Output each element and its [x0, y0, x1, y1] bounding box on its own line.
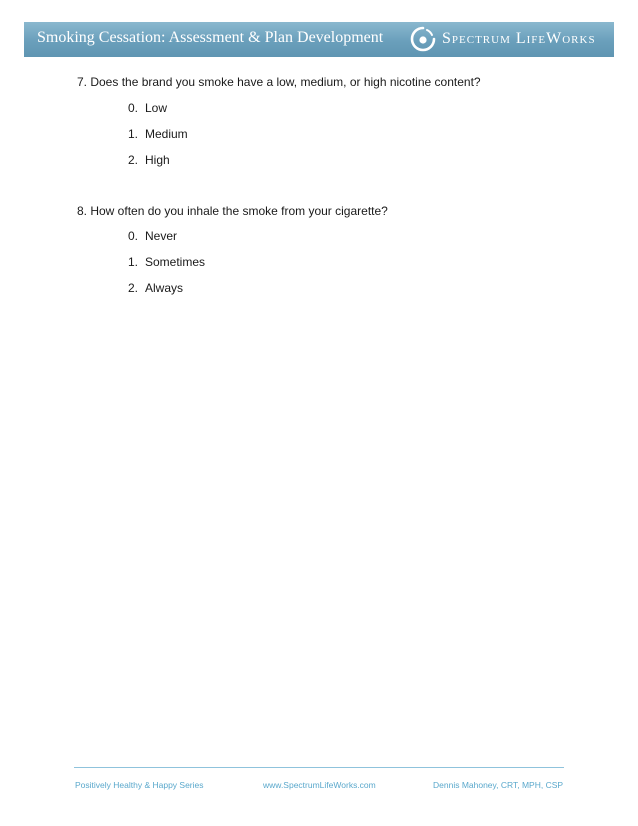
option-number: 1.: [128, 127, 139, 141]
option-number: 0.: [128, 101, 139, 115]
question-7-option-0: [128, 101, 167, 115]
spectrum-lifeworks-logo: [410, 24, 596, 54]
document-title: Smoking Cessation: Assessment & Plan Development: [37, 29, 384, 46]
question-8: 8. How often do you inhale the smoke from your cigarette?: [77, 204, 388, 218]
option-label: Low: [145, 101, 168, 115]
question-8-option-2: [128, 281, 183, 295]
option-label: Always: [145, 281, 184, 295]
option-number: 2.: [128, 281, 139, 295]
option-label: Sometimes: [145, 255, 206, 269]
footer-divider: [74, 767, 564, 768]
logo-text: Spectrum LifeWorks: [442, 30, 596, 47]
option-label: Medium: [145, 127, 188, 141]
option-label: Never: [145, 229, 178, 243]
question-8-option-0: [128, 229, 177, 243]
option-number: 2.: [128, 153, 139, 167]
option-number: 0.: [128, 229, 139, 243]
question-7: 7. Does the brand you smoke have a low, medium, or high nicotine content?: [77, 75, 481, 89]
option-label: High: [145, 153, 170, 167]
question-7-option-2: [128, 153, 170, 167]
question-8-option-1: [128, 255, 205, 269]
page-header: [0, 0, 638, 77]
spectrum-circle-logo-icon: [410, 26, 436, 52]
question-7-option-1: [128, 127, 188, 141]
option-number: 1.: [128, 255, 139, 269]
footer-author: Dennis Mahoney, CRT, MPH, CSP: [433, 780, 564, 790]
footer-website-link[interactable]: www.SpectrumLifeWorks.com: [263, 780, 376, 790]
footer-series: Positively Healthy & Happy Series: [75, 780, 204, 790]
